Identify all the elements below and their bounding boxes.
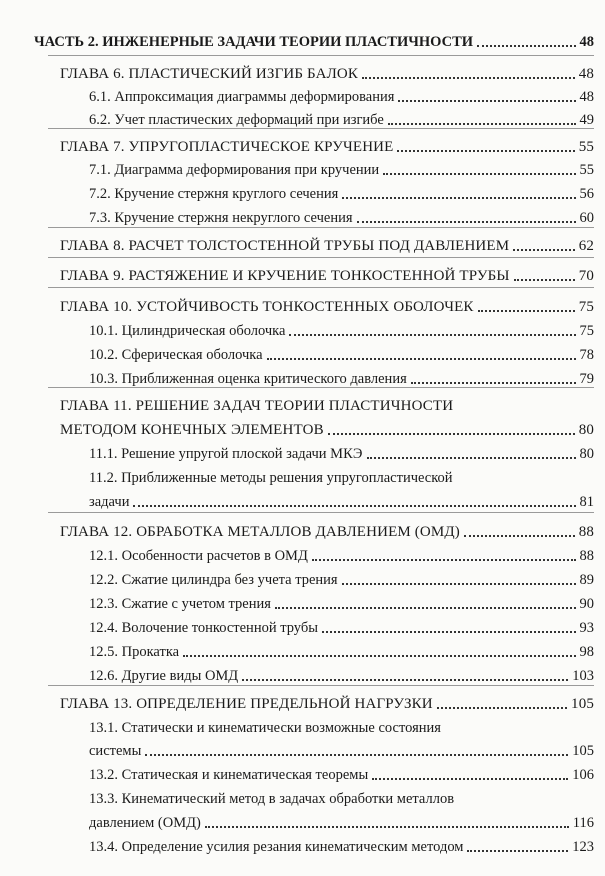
toc-section-entry (89, 812, 594, 834)
toc-section-entry (89, 569, 594, 591)
toc-entry-title: 10.1. Цилиндрическая оболочка (89, 323, 286, 339)
toc-entry-title: 12.1. Особенности расчетов в ОМД (89, 548, 308, 564)
toc-page-number: 75 (579, 323, 594, 339)
dot-leader (242, 679, 568, 681)
toc-entry-title: 13.1. Статически и кинематически возможные состояния (89, 720, 441, 736)
dot-leader (372, 778, 568, 780)
dot-leader (397, 150, 574, 152)
toc-entry-title: системы (89, 743, 142, 759)
dot-leader (133, 505, 575, 507)
toc-entry-title: 6.2. Учет пластических деформаций при изгибе (89, 112, 384, 128)
toc-page-number: 60 (579, 210, 594, 226)
dot-leader (183, 655, 575, 657)
toc-section-entry (89, 764, 594, 786)
toc-entry-title: МЕТОДОМ КОНЕЧНЫХ ЭЛЕМЕНТОВ (60, 422, 324, 438)
toc-entry-title: ГЛАВА 7. УПРУГОПЛАСТИЧЕСКОЕ КРУЧЕНИЕ (60, 139, 394, 155)
toc-entry-title: 13.4. Определение усилия резания кинематическим методом (89, 839, 464, 855)
toc-entry-title: 7.1. Диаграмма деформирования при кручении (89, 162, 380, 178)
toc-entry-title: ГЛАВА 6. ПЛАСТИЧЕСКИЙ ИЗГИБ БАЛОК (60, 66, 359, 82)
toc-section-entry (89, 344, 594, 366)
toc-section-entry (89, 665, 594, 687)
toc-section-entry (89, 836, 594, 858)
toc-entry-title: 10.2. Сферическая оболочка (89, 347, 263, 363)
toc-section-entry (89, 593, 594, 615)
toc-page-number: 105 (572, 743, 594, 759)
toc-entry-title: 11.1. Решение упругой плоской задачи МКЭ (89, 446, 363, 462)
dot-leader (312, 559, 576, 561)
dot-leader (513, 249, 574, 251)
toc-page-number: 80 (578, 422, 594, 438)
toc-page-number: 70 (578, 268, 594, 284)
dot-leader (477, 45, 575, 47)
toc-entry-title: 7.2. Кручение стержня круглого сечения (89, 186, 339, 202)
chapter-divider (48, 387, 594, 388)
dot-leader (514, 279, 575, 281)
toc-section-entry (89, 740, 594, 762)
toc-section-entry (89, 320, 594, 342)
toc-page-number: 81 (579, 494, 594, 510)
toc-entry-title: ГЛАВА 13. ОПРЕДЕЛЕНИЕ ПРЕДЕЛЬНОЙ НАГРУЗКИ (60, 696, 433, 712)
dot-leader (328, 433, 575, 435)
toc-page-number: 116 (572, 815, 594, 831)
dot-leader (388, 123, 576, 125)
toc-page-number: 62 (578, 238, 594, 254)
toc-entry-title: 12.6. Другие виды ОМД (89, 668, 239, 684)
toc-page-number: 79 (579, 371, 594, 387)
dot-leader (267, 358, 576, 360)
dot-leader (205, 826, 569, 828)
dot-leader (322, 631, 576, 633)
dot-leader (411, 382, 576, 384)
toc-entry-title: ЧАСТЬ 2. ИНЖЕНЕРНЫЕ ЗАДАЧИ ТЕОРИИ ПЛАСТИЧНОСТИ (34, 34, 474, 50)
chapter-divider (48, 287, 594, 288)
toc-entry-title: 12.3. Сжатие с учетом трения (89, 596, 271, 612)
toc-page-number: 48 (579, 89, 594, 105)
toc-page-number: 48 (578, 66, 594, 82)
toc-page-number: 48 (579, 34, 594, 50)
toc-section-entry (89, 788, 594, 810)
toc-entry-title: 10.3. Приближенная оценка критического давления (89, 371, 407, 387)
toc-chapter-entry (60, 136, 594, 158)
toc-section-entry (89, 467, 594, 489)
toc-page-number: 55 (578, 139, 594, 155)
toc-page-number: 56 (579, 186, 594, 202)
toc-chapter-entry (60, 235, 594, 257)
toc-entry-title: ГЛАВА 12. ОБРАБОТКА МЕТАЛЛОВ ДАВЛЕНИЕМ (ОМД) (60, 524, 460, 540)
dot-leader (467, 850, 568, 852)
chapter-divider (48, 227, 594, 228)
toc-entry-title: ГЛАВА 10. УСТОЙЧИВОСТЬ ТОНКОСТЕННЫХ ОБОЛОЧЕК (60, 299, 474, 315)
toc-page-number: 105 (571, 696, 594, 712)
toc-entry-title: 11.2. Приближенные методы решения упругопластической (89, 470, 453, 486)
toc-page-number: 80 (579, 446, 594, 462)
toc-chapter-entry (60, 63, 594, 85)
toc-section-entry (89, 159, 594, 181)
toc-page-number: 78 (579, 347, 594, 363)
toc-entry-title: 12.4. Волочение тонкостенной трубы (89, 620, 318, 636)
dot-leader (478, 310, 575, 312)
toc-entry-title: задачи (89, 494, 130, 510)
toc-page-number: 123 (572, 839, 594, 855)
toc-section-entry (89, 86, 594, 108)
dot-leader (342, 583, 576, 585)
chapter-divider (48, 685, 594, 686)
dot-leader (275, 607, 576, 609)
toc-chapter-entry (60, 296, 594, 318)
toc-chapter-entry (60, 395, 594, 417)
toc-page-number: 55 (579, 162, 594, 178)
dot-leader (357, 221, 576, 223)
toc-page-number: 93 (579, 620, 594, 636)
toc-entry-title: ГЛАВА 9. РАСТЯЖЕНИЕ И КРУЧЕНИЕ ТОНКОСТЕННОЙ ТРУБЫ (60, 268, 510, 284)
toc-page-number: 88 (579, 548, 594, 564)
chapter-divider (48, 257, 594, 258)
dot-leader (383, 173, 575, 175)
dot-leader (437, 707, 567, 709)
toc-entry-title: ГЛАВА 11. РЕШЕНИЕ ЗАДАЧ ТЕОРИИ ПЛАСТИЧНОСТИ (60, 398, 454, 414)
dot-leader (289, 334, 575, 336)
toc-entry-title: 13.3. Кинематический метод в задачах обработки металлов (89, 791, 455, 807)
toc-chapter-entry (60, 693, 594, 715)
dot-leader (362, 77, 575, 79)
dot-leader (398, 100, 575, 102)
toc-entry-title: 12.5. Прокатка (89, 644, 180, 660)
toc-page-number: 103 (572, 668, 594, 684)
toc-entry-title: ГЛАВА 8. РАСЧЕТ ТОЛСТОСТЕННОЙ ТРУБЫ ПОД ДАВЛЕНИЕМ (60, 238, 510, 254)
toc-page-number: 98 (579, 644, 594, 660)
toc-entry-title: давлением (ОМД) (89, 815, 201, 831)
toc-chapter-entry (60, 265, 594, 287)
toc-section-entry (89, 545, 594, 567)
toc-section-entry (89, 443, 594, 465)
toc-part-entry (34, 31, 594, 53)
toc-section-entry (89, 183, 594, 205)
toc-page-number: 89 (579, 572, 594, 588)
toc-chapter-entry (60, 419, 594, 441)
dot-leader (367, 457, 576, 459)
toc-entry-title: 7.3. Кручение стержня некруглого сечения (89, 210, 353, 226)
toc-section-entry (89, 717, 594, 739)
toc-section-entry (89, 207, 594, 229)
dot-leader (342, 197, 575, 199)
toc-section-entry (89, 641, 594, 663)
chapter-divider (48, 55, 594, 56)
toc-entry-title: 13.2. Статическая и кинематическая теоремы (89, 767, 369, 783)
toc-page-number: 106 (572, 767, 594, 783)
toc-section-entry (89, 617, 594, 639)
chapter-divider (48, 512, 594, 513)
toc-entry-title: 12.2. Сжатие цилиндра без учета трения (89, 572, 338, 588)
toc-page-number: 49 (579, 112, 594, 128)
toc-section-entry (89, 491, 594, 513)
toc-page-number: 88 (578, 524, 594, 540)
toc-page-number: 75 (578, 299, 594, 315)
chapter-divider (48, 128, 594, 129)
toc-page-number: 90 (579, 596, 594, 612)
toc-chapter-entry (60, 521, 594, 543)
toc-entry-title: 6.1. Аппроксимация диаграммы деформирования (89, 89, 395, 105)
dot-leader (464, 535, 575, 537)
dot-leader (145, 754, 568, 756)
